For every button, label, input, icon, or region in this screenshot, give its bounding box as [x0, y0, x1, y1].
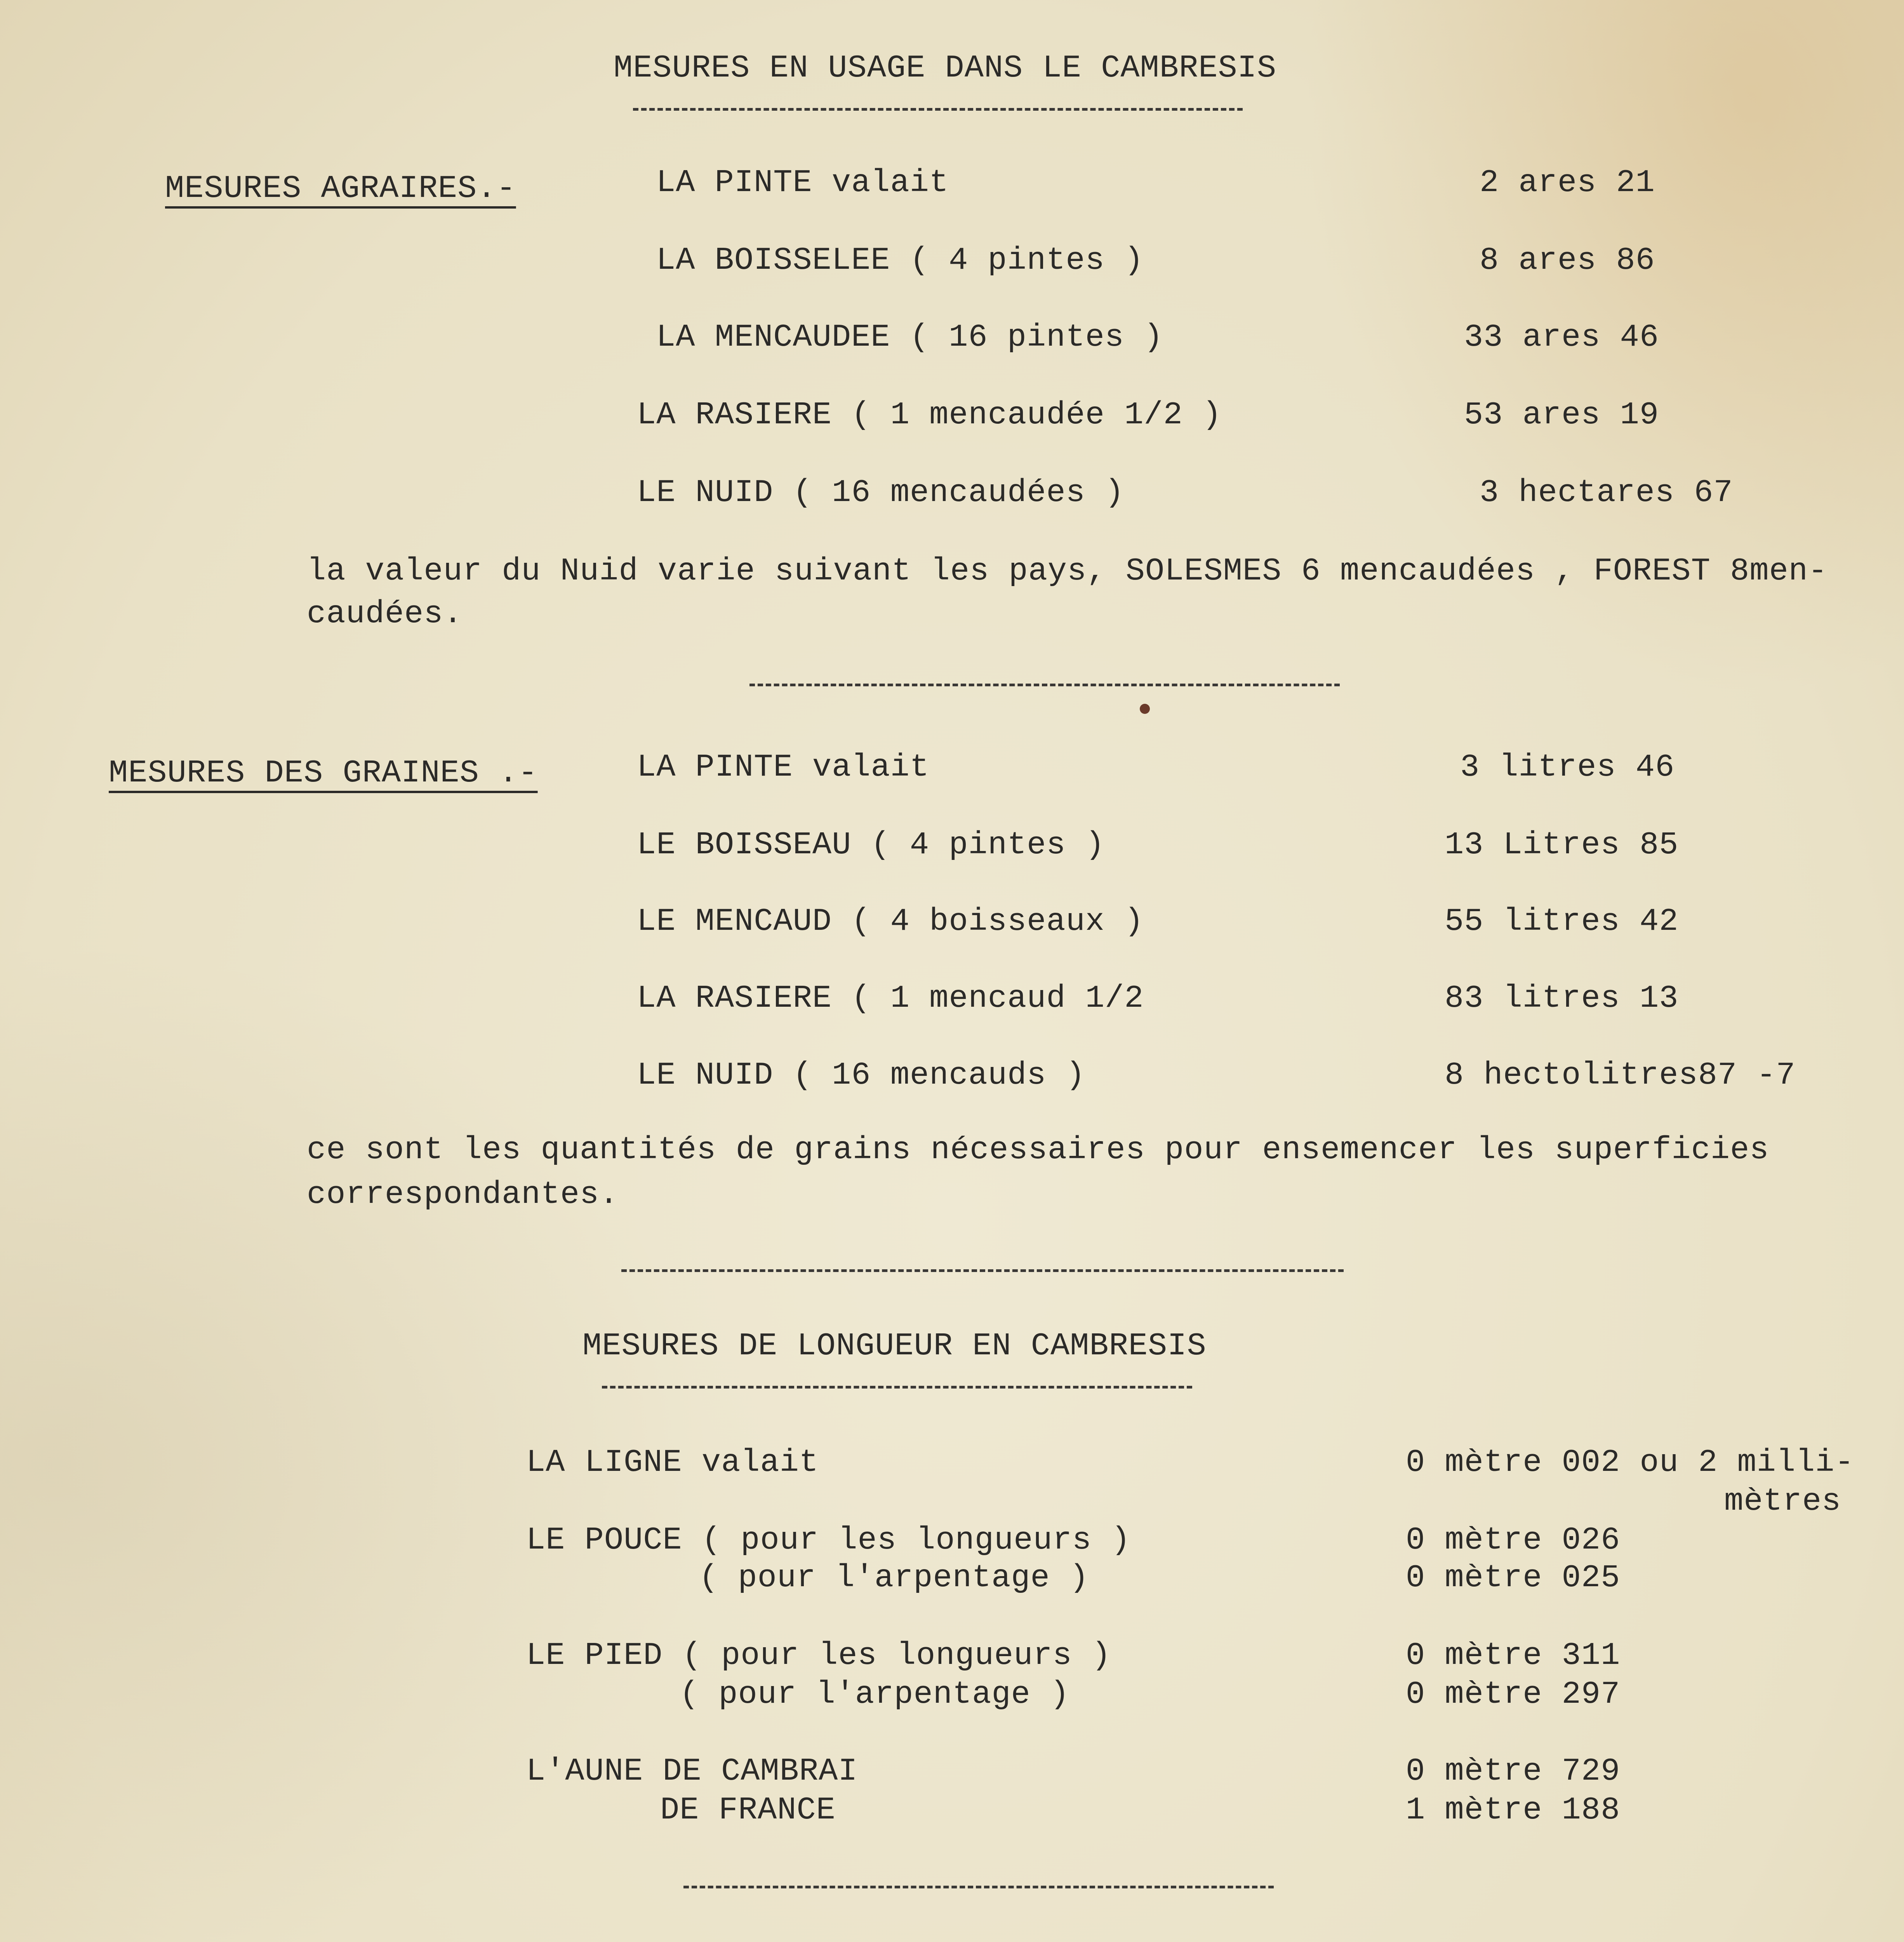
document-title: MESURES EN USAGE DANS LE CAMBRESIS	[614, 50, 1277, 86]
longueur-row-label: LE POUCE ( pour les longueurs )	[526, 1522, 1131, 1558]
agraires-row-label: LE NUID ( 16 mencaudées )	[637, 475, 1125, 511]
longueur-row-sublabel: ( pour l'arpentage )	[699, 1560, 1089, 1596]
agraires-row-value: 3 hectares 67	[1480, 475, 1733, 511]
section-rule	[749, 684, 1340, 686]
graines-row-label: LA PINTE valait	[637, 749, 930, 785]
longueur-row-value: 0 mètre 297	[1406, 1676, 1621, 1712]
graines-row-label: LE MENCAUD ( 4 boisseaux )	[637, 903, 1144, 940]
agraires-row-label: LA BOISSELEE ( 4 pintes )	[656, 242, 1144, 278]
longueur-row-value: 0 mètre 025	[1406, 1560, 1621, 1596]
section-heading-longueur: MESURES DE LONGUEUR EN CAMBRESIS	[583, 1328, 1207, 1364]
longueur-row-value: 0 mètre 729	[1406, 1753, 1621, 1789]
graines-note: ce sont les quantités de grains nécessaires pour ensemencer les superficies	[307, 1132, 1769, 1168]
graines-row-label: LE BOISSEAU ( 4 pintes )	[637, 827, 1105, 863]
graines-row-value: 8 hectolitres87 -7	[1445, 1057, 1796, 1093]
section-heading-graines: MESURES DES GRAINES .-	[109, 755, 538, 791]
graines-row-value: 3 litres 46	[1460, 749, 1675, 785]
heading-rule	[602, 1386, 1192, 1389]
graines-row-label: LE NUID ( 16 mencauds )	[637, 1057, 1085, 1093]
graines-row-value: 55 litres 42	[1445, 903, 1679, 940]
agraires-row-label: LA RASIERE ( 1 mencaudée 1/2 )	[637, 397, 1222, 433]
longueur-row-value: 0 mètre 002 ou 2 milli-	[1406, 1444, 1854, 1481]
longueur-row-sublabel: ( pour l'arpentage )	[680, 1676, 1070, 1712]
graines-row-label: LA RASIERE ( 1 mencaud 1/2	[637, 980, 1144, 1016]
agraires-row-label: LA MENCAUDEE ( 16 pintes )	[656, 319, 1163, 355]
agraires-row-value: 8 ares 86	[1480, 242, 1655, 278]
longueur-row-sublabel: DE FRANCE	[660, 1792, 836, 1828]
section-heading-agraires: MESURES AGRAIRES.-	[165, 171, 516, 207]
section-rule	[683, 1886, 1274, 1888]
longueur-row-label: LA LIGNE valait	[526, 1444, 819, 1481]
agraires-row-value: 33 ares 46	[1464, 319, 1659, 355]
section-rule	[621, 1269, 1344, 1272]
agraires-note: la valeur du Nuid varie suivant les pays, SOLESMES 6 mencaudées , FOREST 8men-	[307, 553, 1828, 589]
longueur-row-value: 0 mètre 026	[1406, 1522, 1621, 1558]
graines-row-value: 83 litres 13	[1445, 980, 1679, 1016]
agraires-row-value: 2 ares 21	[1480, 165, 1655, 201]
longueur-row-label: L'AUNE DE CAMBRAI	[526, 1753, 858, 1789]
agraires-note-continued: caudées.	[307, 596, 463, 632]
ink-spot	[1140, 704, 1150, 714]
title-rule	[633, 108, 1243, 111]
longueur-row-label: LE PIED ( pour les longueurs )	[526, 1637, 1111, 1674]
graines-note-continued: correspondantes.	[307, 1176, 619, 1213]
graines-row-value: 13 Litres 85	[1445, 827, 1679, 863]
longueur-row-value: 0 mètre 311	[1406, 1637, 1621, 1674]
agraires-row-value: 53 ares 19	[1464, 397, 1659, 433]
longueur-row-value: 1 mètre 188	[1406, 1792, 1621, 1828]
longueur-row-value-continued: mètres	[1724, 1483, 1841, 1519]
agraires-row-label: LA PINTE valait	[656, 165, 949, 201]
